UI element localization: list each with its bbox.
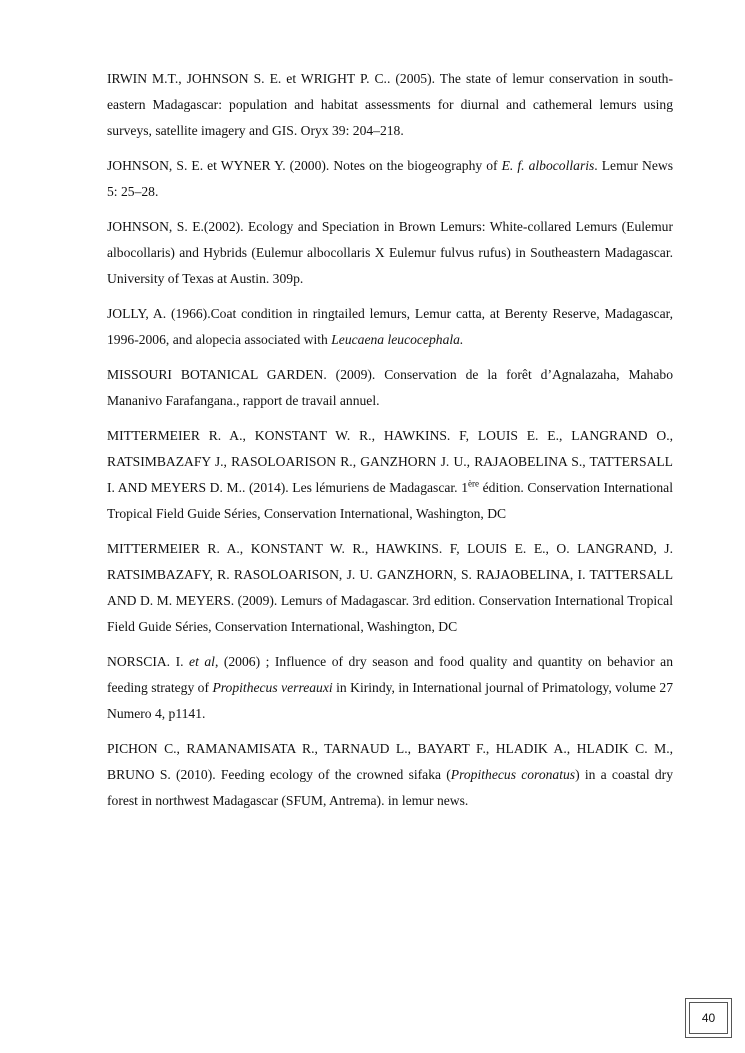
reference-text: . Lemur News 5: 25–28. xyxy=(107,158,673,199)
reference-superscript: ère xyxy=(468,478,479,489)
reference-text: MITTERMEIER R. A., KONSTANT W. R., HAWKINS. F, LOUIS E. E., LANGRAND O., RATSIMBAZAFY J., RASOLOARISON R., GANZHORN J. U., RAJAOBELINA S., TATTERSALL I. AND MEYERS D. M.. (2014). Les lémuriens de Madagascar. 1 xyxy=(107,428,673,495)
reference-entry xyxy=(107,423,673,527)
reference-text: JOHNSON, S. E. et WYNER Y. (2000). Notes on the biogeography of xyxy=(107,158,502,173)
reference-text: MITTERMEIER R. A., KONSTANT W. R., HAWKINS. F, LOUIS E. E., O. LANGRAND, J. RATSIMBAZAFY, R. RASOLOARISON, J. U. GANZHORN, S. RAJAOBELINA, I. TATTERSALL AND D. M. MEYERS. (2009). Lemurs of Madagascar. 3rd edition. Conservation International Tropical Field Guide Séries, Conservation International, Washington, DC xyxy=(107,541,673,634)
reference-entry xyxy=(107,301,673,353)
reference-text: MISSOURI BOTANICAL GARDEN. (2009). Conservation de la forêt d’Agnalazaha, Mahabo Mananivo Farafangana., rapport de travail annuel. xyxy=(107,367,673,408)
page-number-frame xyxy=(685,998,732,1038)
reference-text: JOHNSON, S. E.(2002). Ecology and Speciation in Brown Lemurs: White-collared Lemurs (Eulemur albocollaris) and Hybrids (Eulemur albocollaris X Eulemur fulvus rufus) in Southeastern Madagascar. University of Texas at Austin. 309p. xyxy=(107,219,673,286)
reference-entry xyxy=(107,362,673,414)
reference-text: IRWIN M.T., JOHNSON S. E. et WRIGHT P. C.. (2005). The state of lemur conservation in south-eastern Madagascar: population and habitat assessments for diurnal and cathemeral lemurs using surveys, satellite imagery and GIS. Oryx 39: 204–218. xyxy=(107,71,673,138)
reference-text: NORSCIA. I. xyxy=(107,654,190,669)
reference-italic-text: et al xyxy=(189,654,215,669)
reference-italic-text: Propithecus verreauxi xyxy=(212,680,333,695)
reference-list xyxy=(107,66,673,814)
reference-italic-text: E. f. albocollaris xyxy=(501,158,595,173)
reference-italic-text: Leucaena leucocephala. xyxy=(331,332,464,347)
reference-text: PICHON C., RAMANAMISATA R., TARNAUD L., BAYART F., HLADIK A., HLADIK C. M., BRUNO S. (2010). Feeding ecology of the crowned sifaka ( xyxy=(107,741,673,782)
reference-italic-text: Propithecus coronatus xyxy=(450,767,576,782)
reference-text: in Kirindy, in International journal of Primatology, volume 27 Numero 4, p1141. xyxy=(107,680,673,721)
reference-entry xyxy=(107,649,673,727)
reference-entry xyxy=(107,736,673,814)
reference-text: JOLLY, A. (1966).Coat condition in ringtailed lemurs, Lemur catta, at Berenty Reserve, Madagascar, 1996-2006, and alopecia associated with xyxy=(107,306,673,347)
reference-entry xyxy=(107,66,673,144)
reference-entry xyxy=(107,153,673,205)
reference-text: édition. Conservation International Tropical Field Guide Séries, Conservation International, Washington, DC xyxy=(107,480,673,521)
reference-entry xyxy=(107,214,673,292)
reference-text: , (2006) ; Influence of dry season and food quality and quantity on behavior an feeding strategy of xyxy=(107,654,673,695)
reference-entry xyxy=(107,536,673,640)
reference-text: ) in a coastal dry forest in northwest Madagascar (SFUM, Antrema). in lemur news. xyxy=(107,767,674,808)
page-number: 40 xyxy=(689,1002,728,1034)
